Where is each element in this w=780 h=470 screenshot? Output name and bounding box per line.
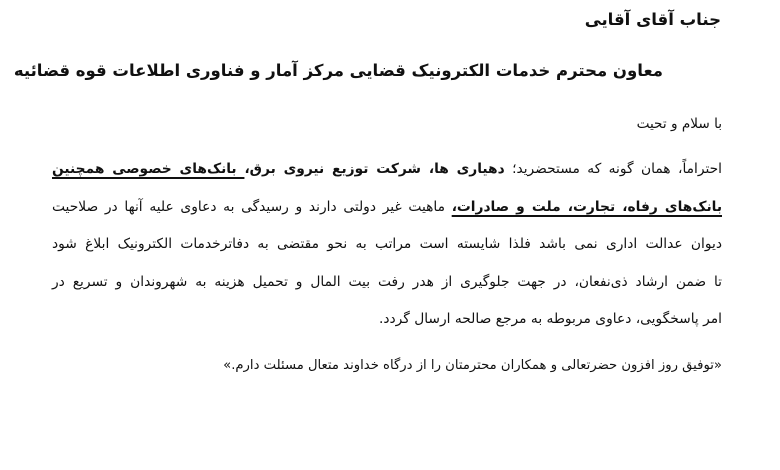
greeting: با سلام و تحیت [636,116,722,132]
body-line-3: دیوان عدالت اداری نمی باشد فلذا شایسته است مراتب به نحو مقتضی به دفاترخدمات الکترونیک ابلاغ شود [52,236,722,252]
body-line-4: تا ضمن ارشاد ذی‌نفعان، در جهت جلوگیری از هدر رفت بیت المال و تحمیل هزینه به شهروندان و تسریع در [52,274,722,290]
addressee-position: معاون محترم خدمات الکترونیک قضایی مرکز آمار و فناوری اطلاعات قوه قضائیه [13,61,663,80]
organizations-text: دهیاری ها، شرکت توزیع نیروی برق، [244,161,505,177]
body-line-2 [52,197,722,219]
body-line-1-prefix: احتراماً، همان گونه که مستحضرید؛ [504,161,723,177]
addressee: جناب آقای آقایی [584,10,721,29]
private-banks-text: بانک‌های خصوصی همچنین [52,161,245,177]
banks-list-text: بانک‌های رفاه، تجارت، ملت و صادرات، [451,199,722,215]
body-line-2-text: ماهیت غیر دولتی دارند و رسیدگی به دعاوی علیه آنها در صلاحیت [52,199,452,215]
body-line-5: امر پاسخگویی، دعاوی مربوطه به مرجع صالحه ارسال گردد. [378,311,722,327]
body-line-1 [52,159,722,181]
closing-sentence: «توفیق روز افزون حضرتعالی و همکاران محترمتان را از درگاه خداوند متعال مسئلت دارم.» [223,358,722,373]
